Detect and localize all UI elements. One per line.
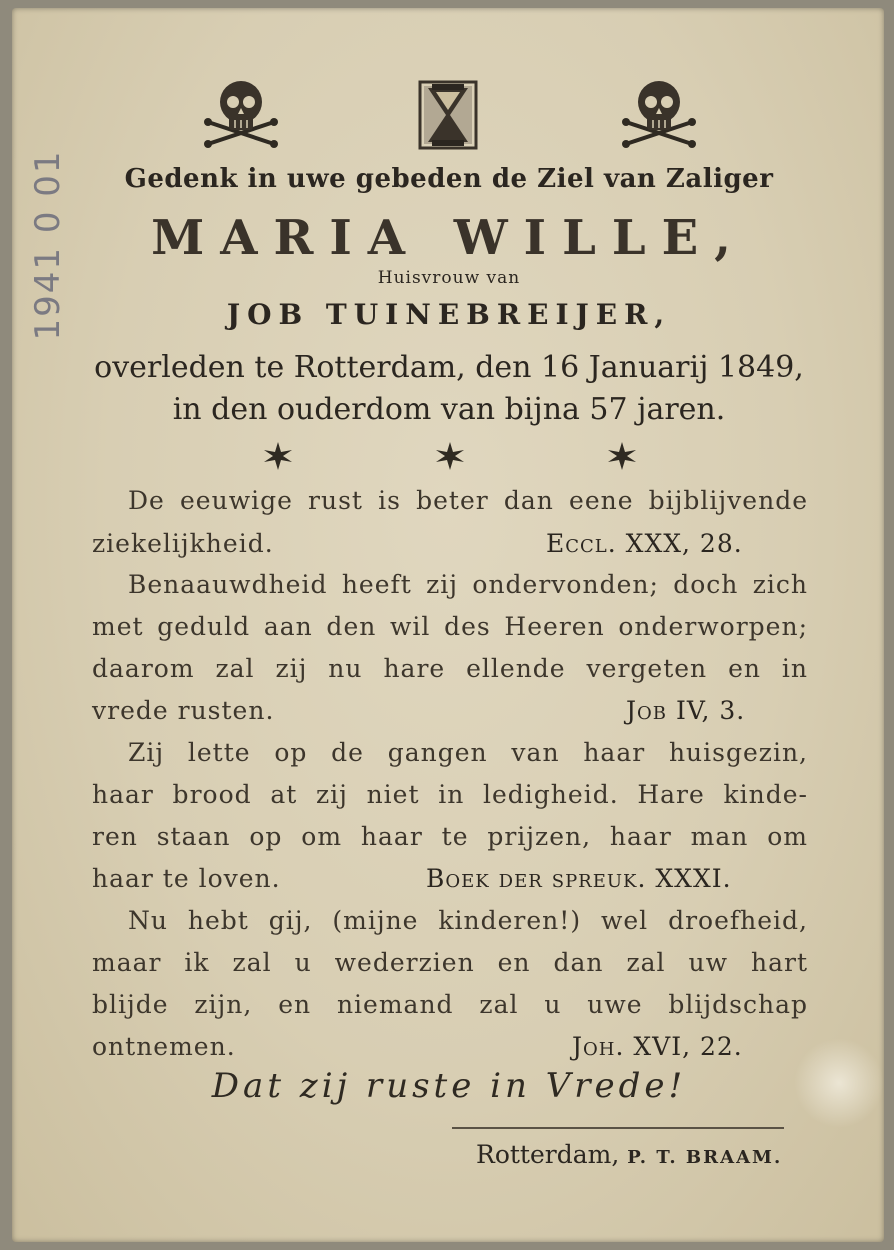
- passage-line: Zij lette op de gangen van haar huisgezin,: [128, 738, 808, 767]
- deceased-name: MARIA WILLE,: [151, 210, 747, 266]
- passage-line: daarom zal zij nu hare ellende vergeten en in: [92, 654, 808, 683]
- spouse-name: JOB TUINEBREIJER,: [226, 298, 672, 331]
- divider-rule: [452, 1127, 784, 1129]
- passage-last-line: ontnemen.: [92, 1032, 236, 1061]
- closing-blessing: Dat zij ruste in Vrede!: [211, 1066, 687, 1106]
- age-line: in den ouderdom van bijna 57 jaren.: [172, 392, 726, 427]
- passage-last-line: vrede rusten.: [92, 696, 275, 725]
- scripture-reference: Eccl. XXX, 28.: [546, 529, 743, 558]
- passage-line: De eeuwige rust is beter dan eene bijblijvende: [128, 486, 808, 515]
- handwritten-note: 1941 0 01: [28, 149, 68, 341]
- skull-crossbones-icon: [620, 78, 698, 148]
- passage-last-line: haar te loven.: [92, 864, 281, 893]
- printer-imprint: [476, 1140, 782, 1169]
- passage-line: met geduld aan den wil des Heeren onderworpen;: [92, 612, 808, 641]
- passage-last-line: ziekelijkheid.: [92, 529, 274, 558]
- passage-line: haar brood at zij niet in ledigheid. Hare kinde-: [92, 780, 808, 809]
- skull-crossbones-icon: [202, 78, 280, 148]
- printer-city: Rotterdam,: [476, 1140, 620, 1169]
- passage-line: Benaauwdheid heeft zij ondervonden; doch zich: [128, 570, 808, 599]
- passage-line: blijde zijn, en niemand zal u uwe blijdschap: [92, 990, 808, 1019]
- cross-row: [0, 440, 894, 480]
- cross-pattee-icon: [262, 440, 294, 476]
- cross-pattee-icon: [434, 440, 466, 476]
- scripture-reference: Job IV, 3.: [626, 696, 746, 725]
- printer-name: P. T. BRAAM.: [627, 1147, 783, 1168]
- intro-line: Gedenk in uwe gebeden de Ziel van Zaliger: [124, 164, 774, 194]
- passage-line: maar ik zal u wederzien en dan zal uw hart: [92, 948, 808, 977]
- cross-pattee-icon: [606, 440, 638, 476]
- scripture-reference: Boek der spreuk. XXXI.: [426, 864, 732, 893]
- scripture-reference: Joh. XVI, 22.: [572, 1032, 743, 1061]
- passage-line: ren staan op om haar te prijzen, haar man om: [92, 822, 808, 851]
- monogram-icon: [418, 80, 478, 150]
- relation-label: Huisvrouw van: [377, 268, 521, 288]
- death-line: overleden te Rotterdam, den 16 Januarij 1849,: [94, 350, 804, 385]
- passage-line: Nu hebt gij, (mijne kinderen!) wel droefheid,: [128, 906, 808, 935]
